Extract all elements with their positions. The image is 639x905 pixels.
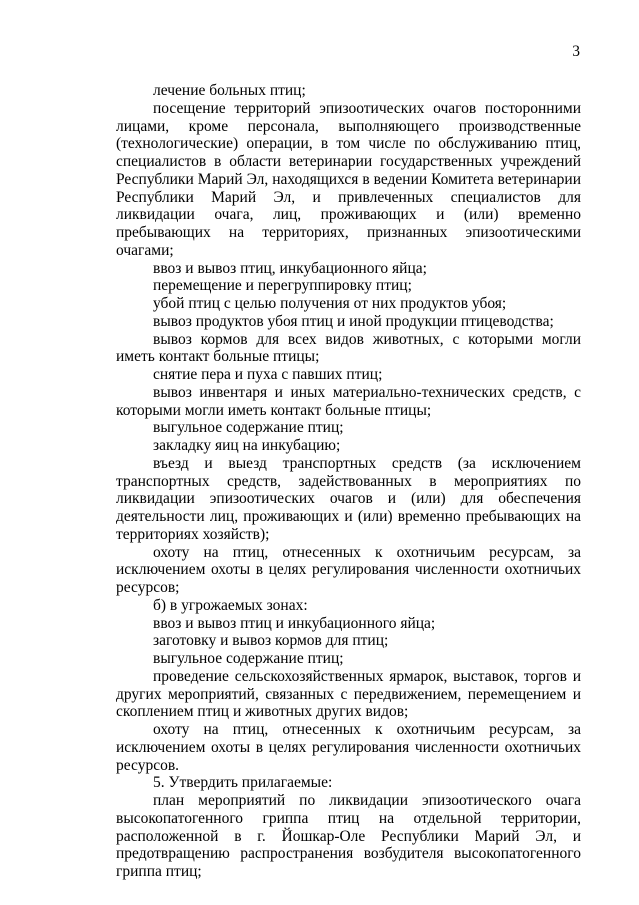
paragraph: 5. Утвердить прилагаемые: bbox=[153, 774, 333, 792]
document-body bbox=[116, 82, 581, 881]
paragraph: снятие пера и пуха с павших птиц; bbox=[153, 366, 383, 383]
paragraph: заготовку и вывоз кормов для птиц; bbox=[153, 632, 389, 650]
paragraph: въезд и выезд транспортных средств (за исключением транспортных средств, задействованных в мероприятиях по ликвидации эпизоотических очагов и (или) для обеспечения деятельности лиц, проживающих и (или) временно пребывающих на территориях хозяйств); bbox=[116, 454, 581, 543]
paragraph: посещение территорий эпизоотических очагов посторонними лицами, кроме персонала, выполняющего производственные (технологические) операции, в том числе по обслуживанию птиц, специалистов в области ветеринарии государственных учреждений Республики Марий Эл, находящихся в ведении Комитета ветеринарии Республики Марий Эл, и привлеченных специалистов для ликвидации очага, лиц, проживающих и (или) временно пребывающих на территориях, признанных эпизоотическими очагами; bbox=[116, 99, 581, 259]
paragraph: закладку яиц на инкубацию; bbox=[153, 437, 341, 454]
paragraph: выгульное содержание птиц; bbox=[153, 650, 344, 667]
paragraph: лечение больных птиц; bbox=[153, 82, 306, 99]
paragraph: охоту на птиц, отнесенных к охотничьим ресурсам, за исключением охоты в целях регулирования численности охотничьих ресурсов. bbox=[116, 721, 581, 774]
paragraph: ввоз и вывоз птиц, инкубационного яйца; bbox=[153, 259, 427, 277]
paragraph: убой птиц с целью получения от них продуктов убоя; bbox=[153, 295, 507, 312]
paragraph: проведение сельскохозяйственных ярмарок, выставок, торгов и других мероприятий, связанных с передвижением, перемещением и скоплением птиц и животных других видов; bbox=[116, 667, 581, 721]
paragraph: перемещение и перегруппировку птиц; bbox=[153, 277, 412, 295]
paragraph: вывоз продуктов убоя птиц и иной продукции птицеводства; bbox=[153, 312, 554, 330]
paragraph: выгульное содержание птиц; bbox=[153, 419, 344, 437]
paragraph: ввоз и вывоз птиц и инкубационного яйца; bbox=[153, 614, 436, 632]
paragraph: план мероприятий по ликвидации эпизоотического очага высокопатогенного гриппа птиц на отдельной территории, расположенной в г. Йошкар-Оле Республики Марий Эл, и предотвращению распространения возбудителя высокопатогенного гриппа птиц; bbox=[116, 792, 581, 880]
paragraph: охоту на птиц, отнесенных к охотничьим ресурсам, за исключением охоты в целях регулирования численности охотничьих ресурсов; bbox=[116, 543, 581, 596]
paragraph: вывоз инвентаря и иных материально-технических средств, с которыми могли иметь контакт больные птицы; bbox=[116, 383, 581, 419]
paragraph: б) в угрожаемых зонах: bbox=[153, 596, 308, 614]
page-number: 3 bbox=[572, 43, 580, 60]
paragraph: вывоз кормов для всех видов животных, с которыми могли иметь контакт больные птицы; bbox=[116, 330, 581, 366]
